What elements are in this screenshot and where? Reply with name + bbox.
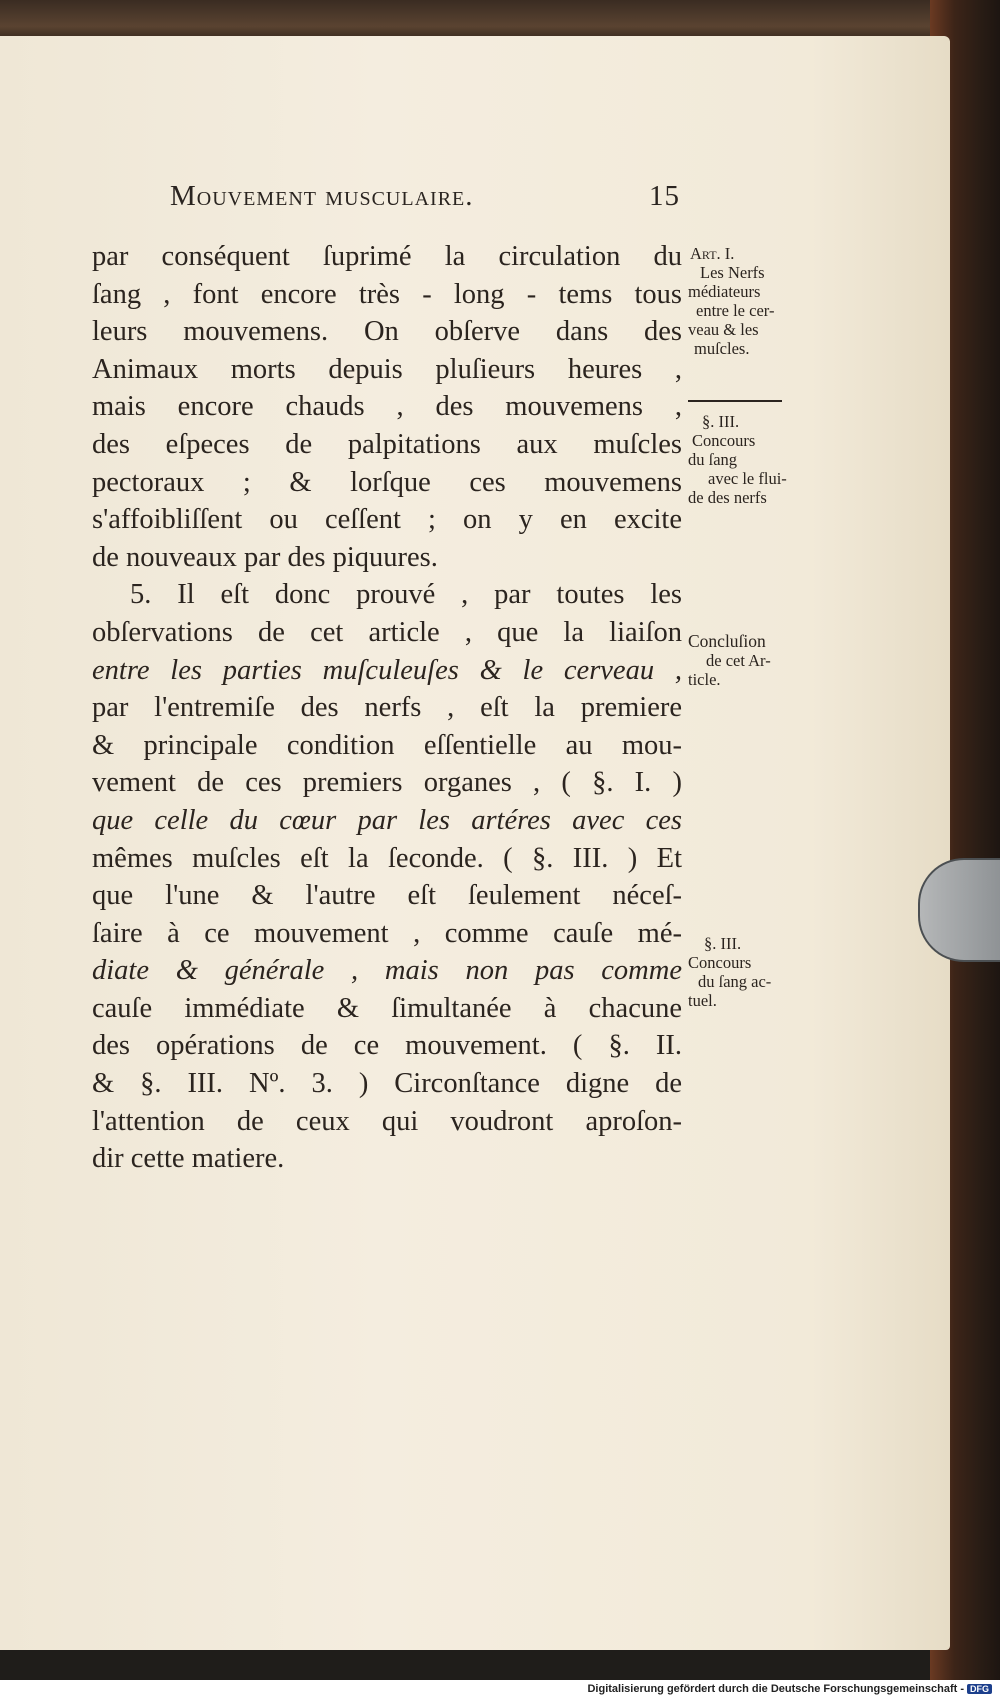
credit-text: Digitalisierung gefördert durch die Deutsche Forschungsgemeinschaft -: [587, 1683, 964, 1695]
text-line: diate & générale , mais non pas comme: [92, 955, 682, 987]
text-line: Animaux morts depuis pluſieurs heures ,: [92, 353, 682, 385]
text-line: s'affoibliſſent ou ceſſent ; on y en excite: [92, 504, 682, 536]
running-header: [170, 180, 680, 213]
text-line: que celle du cœur par les artéres avec ces: [92, 804, 682, 836]
text-line: ſaire à ce mouvement , comme cauſe mé-: [92, 917, 682, 949]
text-line: 5. Il eſt donc prouvé , par toutes les: [130, 579, 682, 611]
running-title: Mouvement musculaire.: [170, 180, 474, 212]
margin-note-concours-actuel: §. III. Concours du ſang ac- tuel.: [688, 934, 772, 1010]
margin-note-conclusion: Concluſion de cet Ar- ticle.: [688, 631, 771, 689]
page-number: 15: [649, 180, 680, 212]
text-line: pectoraux ; & lorſque ces mouvemens: [92, 466, 682, 498]
margin-note-concours-fluide: §. III. Concours du ſang avec le flui- de des nerfs: [688, 412, 787, 507]
page-clip: [918, 858, 1000, 962]
text-line: des opérations de ce mouvement. ( §. II.: [92, 1030, 682, 1062]
text-line: mêmes muſcles eſt la ſeconde. ( §. III. ) Et: [92, 842, 682, 874]
dfg-logo: DFG: [967, 1684, 992, 1694]
text-line: vement de ces premiers organes , ( §. I. ): [92, 767, 682, 799]
text-line: que l'une & l'autre eſt ſeulement néceſ-: [92, 880, 682, 912]
text-line: & principale condition eſſentielle au mou-: [92, 729, 682, 761]
text-line: ſang , font encore très - long - tems tous: [92, 278, 682, 310]
margin-note-nerfs: Art. I. Les Nerfs médiateurs entre le cer- veau & les muſcles.: [688, 244, 775, 358]
text-line: l'attention de ceux qui voudront aproſon-: [92, 1105, 682, 1137]
digitization-credit: [587, 1683, 992, 1695]
text-line: dir cette matiere.: [92, 1143, 285, 1175]
text-line: par conséquent ſuprimé la circulation du: [92, 241, 682, 272]
text-line: leurs mouvemens. On obſerve dans des: [92, 316, 682, 348]
text-line: entre les parties muſculeuſes & le cerveau ,: [92, 654, 682, 686]
text-line: de nouveaux par des piquures.: [92, 541, 438, 573]
text-line: obſervations de cet article , que la liaiſon: [92, 616, 682, 648]
text-line: & §. III. Nº. 3. ) Circonſtance digne de: [92, 1068, 682, 1100]
body-text: [92, 238, 682, 1178]
margin-rule: [688, 400, 782, 402]
text-line: des eſpeces de palpitations aux muſcles: [92, 428, 682, 460]
text-line: par l'entremiſe des nerfs , eſt la premiere: [92, 692, 682, 724]
text-line: cauſe immédiate & ſimultanée à chacune: [92, 992, 682, 1024]
text-line: mais encore chauds , des mouvemens ,: [92, 391, 682, 423]
